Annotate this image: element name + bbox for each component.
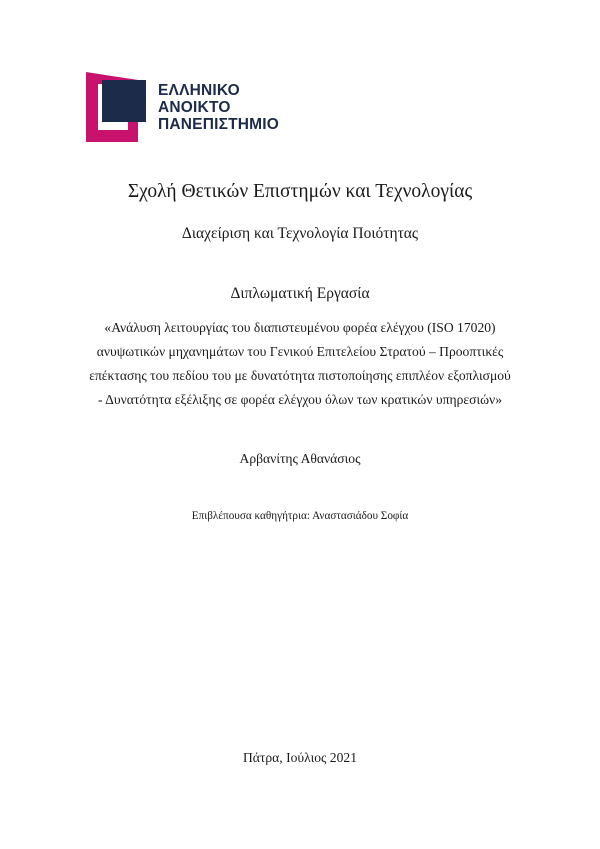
university-logo bbox=[86, 72, 286, 142]
logo-line-3: ΠΑΝΕΠΙΣΤΗΜΙΟ bbox=[158, 116, 280, 133]
school-name: Σχολή Θετικών Επιστημών και Τεχνολογίας bbox=[127, 181, 473, 202]
thesis-title bbox=[55, 316, 545, 412]
logo-mark-icon bbox=[86, 72, 156, 142]
thesis-title-line: «Ανάλυση λειτουργίας του διαπιστευμένου φορέα ελέγχου (ISO 17020) bbox=[104, 320, 496, 335]
program-name: Διαχείριση και Τεχνολογία Ποιότητας bbox=[181, 225, 419, 242]
place-date: Πάτρα, Ιούλιος 2021 bbox=[242, 750, 357, 765]
author-name: Αρβανίτης Αθανάσιος bbox=[239, 451, 361, 466]
document-type: Διπλωματική Εργασία bbox=[230, 285, 370, 302]
thesis-title-line: επέκτασης του πεδίου του με δυνατότητα πιστοποίησης επιπλέον εξοπλισμού bbox=[89, 368, 511, 383]
supervisor: Επιβλέπουσα καθηγήτρια: Αναστασιάδου Σοφία bbox=[191, 510, 409, 522]
logo-line-2: ΑΝΟΙΚΤΟ bbox=[158, 99, 231, 116]
logo-wordmark bbox=[158, 82, 279, 133]
thesis-title-line: - Δυνατότητα εξέλιξης σε φορέα ελέγχου όλων των κρατικών υπηρεσιών» bbox=[97, 392, 502, 407]
thesis-title-line: ανυψωτικών μηχανημάτων του Γενικού Επιτελείου Στρατού – Προοπτικές bbox=[96, 344, 504, 359]
logo-line-1: ΕΛΛΗΝΙΚΟ bbox=[158, 82, 240, 99]
